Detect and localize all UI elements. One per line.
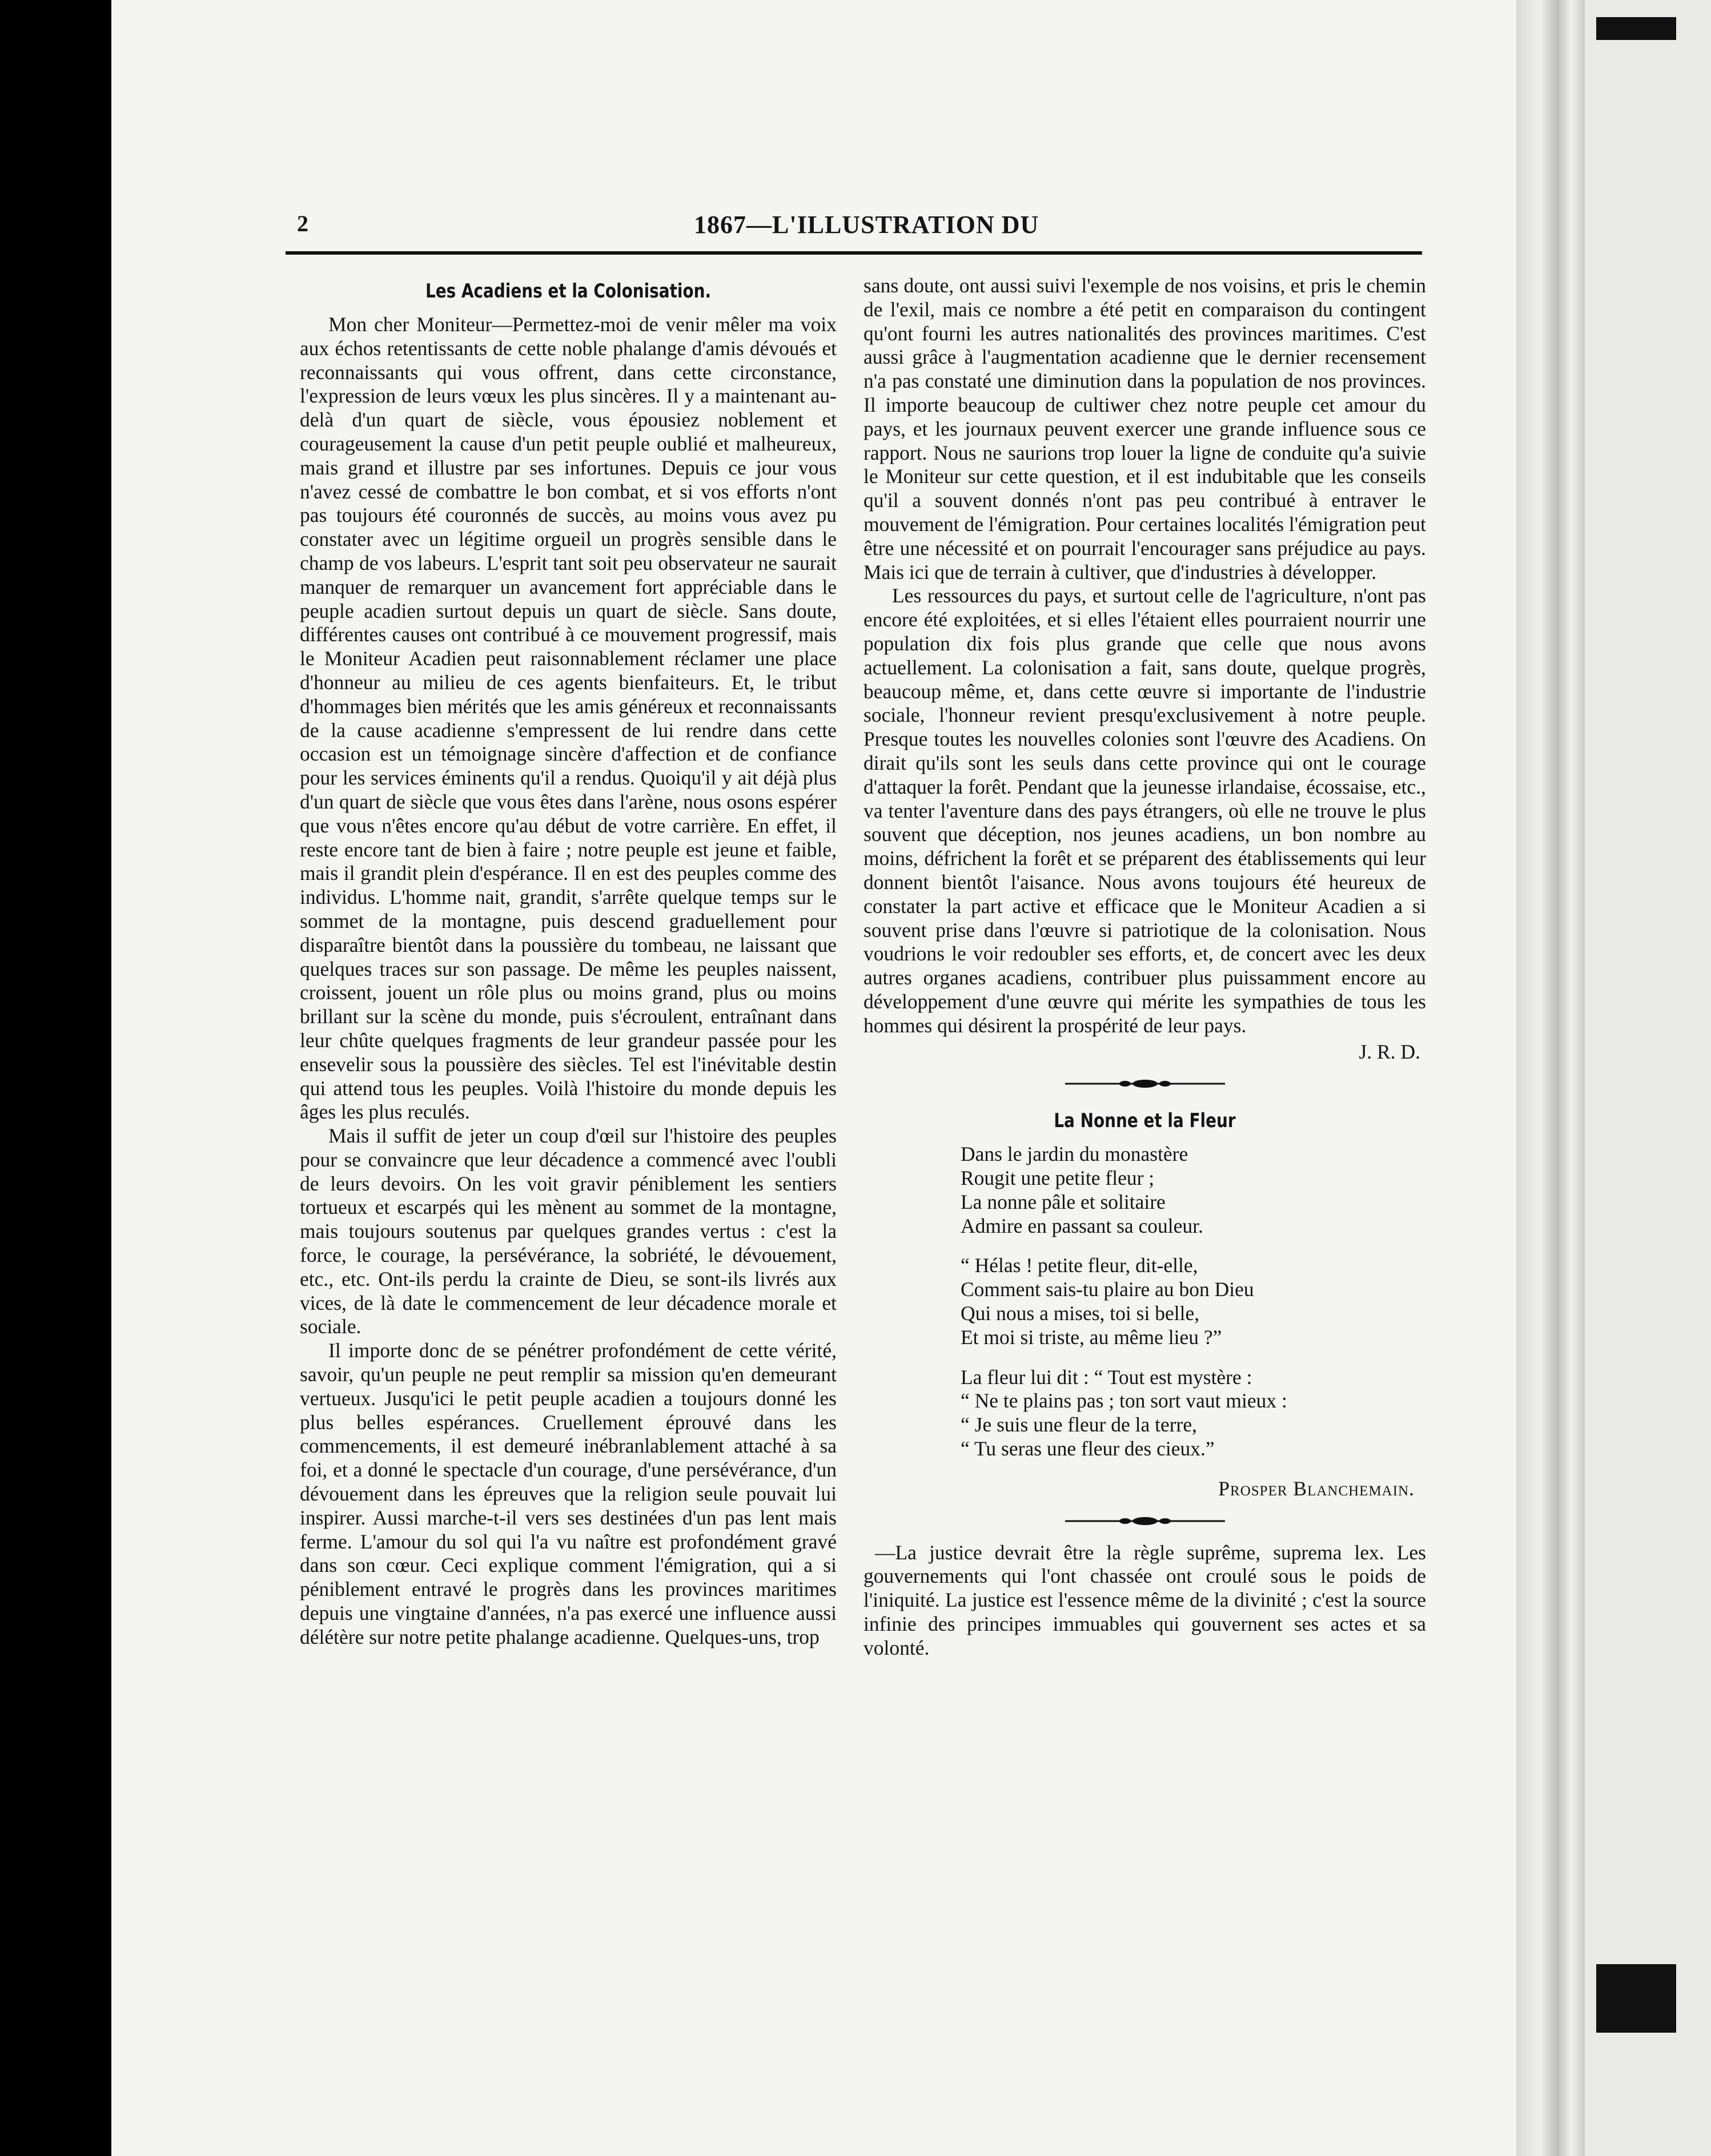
ornament-divider (863, 1507, 1426, 1535)
right-column (863, 274, 1426, 1660)
article-paragraph: sans doute, ont aussi suivi l'exemple de nos voisins, et pris le chemin de l'exil, mais ce nombre a été petit en comparaison du contingent qu'ont fourni les autres nationalités des provinces maritimes. C'est aussi grâce à l'augmentation acadienne que le dernier recensement n'a pas constaté une diminution dans la population de nos provinces. Il importe beaucoup de cultiwer chez notre peuple cet amour du pays, et les journaux peuvent exercer une grande influence sous ce rapport. Nous ne saurions trop louer la ligne de conduite qu'a suivie le Moniteur sur cette question, et il est indubitable que les conseils qu'il a souvent donnés n'ont pas peu contribué à entraver le mouvement de l'émigration. Pour certaines localités l'émigration peut être une nécessité et on pourrait l'encourager sans préjudice au pays. Mais ici que de terrain à cultiver, que d'industries à développer. (863, 274, 1426, 584)
poem-line: Admire en passant sa couleur. (961, 1214, 1203, 1237)
poem-stanza (961, 1143, 1426, 1238)
poem-line: Comment sais-tu plaire au bon Dieu (961, 1278, 1254, 1301)
note-paragraph: —La justice devrait être la règle suprême, suprema lex. Les gouvernements qui l'ont chassée ont croulé sous le poids de l'iniquité. La justice est l'essence même de la divinité ; c'est la source infinie des principes immuables qui gouvernent ses actes et sa volonté. (863, 1540, 1426, 1659)
closing-note (863, 1541, 1426, 1660)
article-paragraph: Mon cher Moniteur—Permettez-moi de venir mêler ma voix aux échos retentissants de cette noble phalange d'amis dévoués et reconnaissants qui vous offrent, dans cette circonstance, l'expression de leurs vœux les plus sincères. Il y a maintenant au-delà d'un quart de siècle, vous épousiez noblement et courageusement la cause d'un petit peuple oublié et malheureux, mais grand et illustre par ses infortunes. Depuis ce jour vous n'avez cessé de combattre le bon combat, et si vos efforts n'ont pas toujours été couronnés de succès, au moins vous avez pu constater avec un légitime orgueil un progrès sensible dans le champ de vos labeurs. L'esprit tant soit peu observateur ne saurait manquer de remarquer un avancement fort appréciable dans le peuple acadien surtout depuis un quart de siècle. Sans doute, différentes causes ont contribué à ce mouvement progressif, mais le Moniteur Acadien peut raisonnablement réclamer une place d'honneur au milieu de ces agents bienfaiteurs. Et, le tribut d'hommages bien mérités que les amis généreux et reconnaissants de la cause acadienne s'empressent de lui rendre dans cette occasion est un témoignage sincère d'affection et de confiance pour les services éminents qu'il a rendus. Quoiqu'il y ait déjà plus d'un quart de siècle que vous êtes dans l'arène, nous osons espérer que vous n'êtes encore qu'au début de votre carrière. En effet, il reste encore tant de bien à faire ; notre peuple est jeune et faible, mais il grandit plein d'espérance. Il en est des peuples comme des individus. L'homme nait, grandit, s'arrête quelque temps sur le sommet de la montagne, puis descend graduellement pour disparaître bientôt dans la poussière du tombeau, ne laissant que quelques traces sur son passage. De même les peuples naissent, croissent, jouent un rôle plus ou moins grand, plus ou moins brillant sur la scène du monde, puis s'écroulent, entraînant dans leur chûte quelques fragments de leur grandeur passée pour les ensevelir sous la poussière des siècles. Tel est l'inévitable destin qui attend tous les peuples. Voilà l'histoire du monde depuis les âges les plus reculés. (300, 313, 837, 1124)
left-column (300, 274, 837, 1650)
page-number: 2 (297, 211, 308, 236)
poem-line: La nonne pâle et solitaire (961, 1190, 1166, 1213)
page-edge (1516, 0, 1585, 2156)
poem-line: Rougit une petite fleur ; (961, 1167, 1155, 1190)
next-page-margin (1585, 0, 1711, 2156)
poem-line: Dans le jardin du monastère (961, 1143, 1188, 1166)
running-head: 1867—L'ILLUSTRATION DU (694, 211, 1039, 239)
article-signature: J. R. D. (1359, 1040, 1420, 1063)
article-paragraph: Les ressources du pays, et surtout celle de l'agriculture, n'ont pas encore été exploitées, et si elles l'étaient elles pourraient nourrir une population dix fois plus grande que celle que nous avons actuellement. La colonisation a fait, sans doute, quelque progrès, beaucoup même, et, dans cette œuvre si importante de l'industrie sociale, l'honneur revient presqu'exclusivement à notre peuple. Presque toutes les nouvelles colonies sont l'œuvre des Acadiens. On dirait qu'ils sont les seuls dans cette province qui ont le courage d'attaquer la forêt. Pendant que la jeunesse irlandaise, écossaise, etc., va tenter l'aventure dans des pays étrangers, où elle ne trouve le plus souvent que déception, nos jeunes acadiens, un bon nombre au moins, défrichent la forêt et se préparent des établissements qui leur donnent bientôt l'aisance. Nous avons toujours été heureux de constater la part active et efficace que le Moniteur Acadien a si souvent prise dans l'œuvre si patriotique de la colonisation. Nous voudrions le voir redoubler ses efforts, et, de concert avec les deux autres organes acadiens, contribuer plus puissamment encore au développement d'une œuvre qui mérite les sympathies de tous les hommes qui désirent la prospérité de leur pays. (863, 584, 1426, 1037)
poem-line: “ Hélas ! petite fleur, dit-elle, (961, 1254, 1198, 1277)
poem-line: “ Ne te plains pas ; ton sort vaut mieux : (961, 1389, 1287, 1413)
poem-line: Qui nous a mises, toi si belle, (961, 1302, 1200, 1325)
page-header (297, 210, 1425, 256)
poem-stanza (961, 1254, 1426, 1349)
poem-line: “ Je suis une fleur de la terre, (961, 1413, 1197, 1437)
poem-stanza (961, 1366, 1426, 1461)
header-rule (286, 251, 1422, 255)
poem-title: La Nonne et la Fleur (1054, 1109, 1236, 1133)
article-paragraph: Il importe donc de se pénétrer profondément de cette vérité, savoir, qu'un peuple ne peut remplir sa mission qu'en demeurant vertueux. Jusqu'ici le petit peuple acadien a toujours donné les plus belles espérances. Cruellement éprouvé dans les commencements, il est demeuré inébranlablement attaché à sa foi, et a donné le spectacle d'un courage, d'une persévérance, d'un dévouement dans les épreuves que la religion seule pouvait lui inspirer. Aussi marche-t-il vers ses destinées d'un pas lent mais ferme. L'amour du sol qui l'a vu naître est profondément gravé dans son cœur. Ceci explique comment l'émigration, qui a si péniblement entravé le progrès dans les provinces maritimes depuis une vingtaine d'années, n'a pas exercé une influence aussi délétère sur notre petite phalange acadienne. Quelques-uns, trop (300, 1339, 837, 1648)
poem-line: Et moi si triste, au même lieu ?” (961, 1325, 1222, 1349)
poem-line: La fleur lui dit : “ Tout est mystère : (961, 1365, 1252, 1389)
article-title: Les Acadiens et la Colonisation. (425, 280, 712, 303)
poem-line: “ Tu seras une fleur des cieux.” (961, 1437, 1215, 1461)
ornament-divider (863, 1069, 1426, 1098)
article-paragraph: Mais il suffit de jeter un coup d'œil sur l'histoire des peuples pour se convaincre que leur décadence a commencé avec l'oubli de leurs devoirs. On les voit gravir péniblement les sentiers tortueux et escarpés qui les mènent au sommet de la montagne, mais toujours soutenus par quelques grandes vertus : c'est la force, le courage, la persévérance, la sobriété, le dévouement, etc., etc. Ont-ils perdu la crainte de Dieu, se sont-ils livrés aux vices, de là date le commencement de leur décadence morale et sociale. (300, 1124, 837, 1338)
poem (961, 1143, 1426, 1461)
poem-author: Prosper Blanchemain. (1218, 1477, 1415, 1500)
